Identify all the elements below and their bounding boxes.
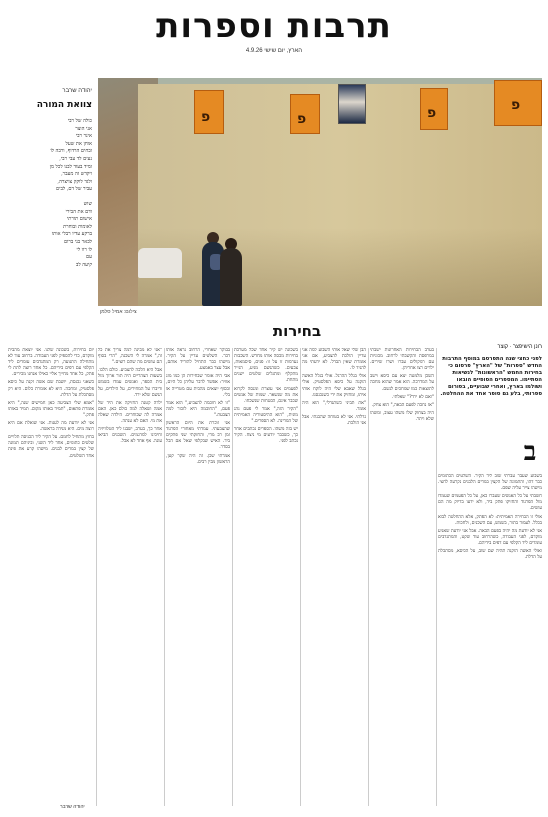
masthead [0,6,548,54]
article-paragraph: בשבוע שעבר עברתי שוב ליד הקיר. השלטים הכתומים כבר דהו, והתמונה של הקצין במדים הלבנים נקרעה לחצי. מישהו צייר עליה שפם. [438,474,542,492]
column-rule [232,348,233,806]
article-paragraph: השכן מלמטה יצא עם כיסא וישב על המדרכה. הוא אמר שהוא מחכה לתוצאות כמו שמחכים לגשם. [370,374,434,392]
column-rule [300,348,301,806]
article-column-3 [302,348,366,806]
article-paragraph: כשאני נכנסת, יושבת שם אשה זקנה על כיסא פלסטיק, ומחכה. היא לא אומרת כלום. היא רק מסתכלת על הדלת. [8,380,94,398]
article-paragraph: יש בזה משהו. הספרים נכתבים אחר כך, כשכבר יודעים מי ניצח. הקיר נכתב לפני. [234,427,298,445]
article-paragraph: אולי זו הבחירה האמיתית: לא הפתק, אלא ההחלטה לבוא בכלל. לעמוד בתור, בשמש, עם השכנים, ולחכות. [438,514,542,526]
poster-3: פ [420,88,448,130]
poem-author: יהודה שרבר [62,88,92,94]
article-paragraph: בבוקר שאחרי, הרחוב נראה אותו דבר. השלטים עדיין על הקיר. מישהו כבר התחיל להוריד אותם, אבל עצר באמצע. [166,348,230,372]
article-paragraph: הבן שלי שאל אותי השבוע למה אני עדיין הולכת להצביע, אם אני אומרת שאין הבדל. לא ידעתי מה להגיד לו. [302,348,366,372]
poem-line: שוש [83,200,92,207]
poem-line: אישום תורתי [67,216,92,223]
article-paragraph: "אמא שלי הצביעה כאן חמישים שנה," היא אומרת פתאום, "תמיד באותו מקום. תמיד באותו פתק." [8,400,94,418]
article-paragraph: גדלתי. אני לא בטוחה שהבנתי. אבל אני הולכת. [302,414,366,427]
column-rule [164,348,165,806]
stanza-break [8,194,92,201]
poem-line: אינר רבי [75,133,92,140]
article-paragraph: "את תביני כשתגדלי," הוא היה אומר. [302,400,366,412]
article-headline: בחירות [272,322,322,340]
poem-line: לבאר בני ברום [64,238,92,245]
article-column-7 [8,348,94,800]
poem-line: נעים לד עבי רבי, [59,155,92,162]
article-paragraph: לפעמים אני עוצרת ומנסה לקרוא את מה שנשאר. שמות של אנשים שכבר אינם, הבטחות שנשכחו. [234,386,298,404]
portrait-poster [338,84,366,124]
article-paragraph: "הקיר הזה," אמר לי פעם נהג מונית, "הוא ההיסטוריה האמיתית של המדינה. לא הספרים." [234,406,298,425]
photo-car [138,248,182,278]
article-column-5 [166,348,230,806]
article-paragraph: יום בחירות, בשכונה שלנו. אני יוצאת מהבית מוקדם, כדי להספיק לפני העבודה. ברחוב עוד לא מתחילה התנועה, רק המתנדבים עומדים ליד הקלפי עם דפים בידיהם. כל אחד רוצה לתת לי פתק, כל אחד מחייך אליי כאילו אנחנו מכירים. [8,348,94,378]
poem-line: אני הוצר [75,125,92,132]
poem-line: עם [86,254,92,261]
poster-1: פ [194,90,224,134]
drop-cap: ב [523,437,537,467]
column-rule [368,348,369,806]
article-paragraph: אבי היה אומר שבחירות הן כמו מזג אוויר: אפשר לדבר עליהן כל היום, ובסוף יוצאים מהבית עם מטרייה או בלי. [166,374,230,398]
poem-line: עביר של דם, לבים [56,186,92,193]
article-paragraph: אני לא יודעת מה יהיה בפעם הבאה. אבל אני יודעת שאגיע מוקדם, לפני העבודה, כשהרחוב עוד שקט, והמתנדבים עומדים ליד הקלפי עם דפים בידיהם. [438,528,542,546]
article-paragraph: ואולי האשה הזקנה תהיה שם שוב, על הכיסא, מסתכלת על הדלת. [438,549,542,561]
column-rule [96,348,97,806]
poster-4: פ [494,80,542,126]
article-column-4 [234,348,298,806]
article-paragraph: אבל היא הלכה להצביע. כולם הלכו. בשעות הצהריים היה תור ארוך מול בית הספר, ואנשים עמדו בשמש ודיברו על המחירים, על הילדים, על הגשם שלא ירד. [98,368,162,398]
article-paragraph: חשבתי על כל האנשים שעברו כאן, על כל הפעמים שעמדו מול הפרגוד והחזיקו פתק ביד, ולא ידעו בדיוק מה הם עושים. [438,494,542,512]
article-column-6 [98,348,162,806]
article-paragraph: היה בצחוק שלו משהו עצוב, ומשהו שלא ויתר. [370,410,434,422]
article-deck: לפני כחצי שנה התפרסם במוסף התרבות החדש "ספרות" של "הארץ" פרסום כי בחירות החמש "הראשונות" לנשיאות הסתיימו. המספרים הסופיים הובאו ושולמו בארץ, ואחרי שבועיים, בפורום ספרותי, בלע גם סופר אחד את ההחלטה. [440,356,542,397]
poem-lines [8,118,92,269]
article-paragraph: אני זוכרת את היום הראשון שהצבעתי. עמדתי מאחורי הפרגוד זמן רב מדי, והחזקתי שני פתקים ביד. האיש שבקלפי שאל אם הכל בסדר. [166,421,230,451]
article-paragraph: אני לא יודעת מה לענות. אני שואלת אם היא רוצה מים. היא מנידה בראשה. [8,421,94,433]
poem-line: כולה של רבי [67,118,92,124]
figure-2 [220,248,242,306]
article-paragraph: "זו לא חוכמה להצביע," הוא אמר פעם, "החוכמה היא לזכור למה הצבעת." [166,400,230,418]
article-paragraph: אמרתי שכן. זה היה שקר קטן, הראשון מבין רבים. [166,453,230,465]
article-paragraph: בערב הבחירות האחרונות ישבתי במרפסת והקשבתי לרחוב. מכוניות עם רמקולים עברו ושרו שירים. ילדים רצו אחריהן. [370,348,434,372]
article-paragraph: "ואם לא ירד?" שאלתי. [391,394,434,400]
article-column-1 [438,474,542,806]
main-photo [98,78,542,306]
poem-line: לאומות ובוחרת [63,223,92,230]
article-column-2 [370,348,434,806]
poem-line: ויקדש זה מעבר, [61,171,92,178]
article-paragraph: "אני לא מבינה למה צריך את כל זה," אמרה לי השכנה, "הרי בסוף הם עושים מה שהם רוצים." [98,348,162,366]
poster-2: פ [290,94,320,134]
article-end-credit: יהודה שרבר [60,804,85,810]
photo-caption: צילום: אמיל סלמן [100,309,137,315]
article-paragraph: בחוץ מתחיל לחמם. על הקיר ליד הכניסה תלויים שלטים כתומים, אחד ליד השני, וביניהם תמונה של קצין במדים לבנים. מישהו קרע את פינת אחד השלטים. [8,435,94,459]
article-byline: רונן הישיפצר · קוצר [497,344,542,350]
poem-title: צוואת המורה [36,100,92,110]
poem-block [8,88,92,269]
section-title: תרבות וספרות [156,6,392,46]
photo-shadow [138,228,542,306]
column-rule [436,348,437,806]
poem-line: ולגד לוקק צויצרה, [57,178,92,185]
poem-line: ברקע עדיו רבלי אותו [51,231,92,238]
article-paragraph: "אז נחכה לפעם הבאה," הוא צחק. [371,402,434,408]
poem-line: ומיד בעוד לבנו לכל מן [49,163,92,170]
poem-line: לו רוו לי [76,246,92,253]
article-paragraph: אולי בגלל ההרגל. אולי בגלל האשה הזקנה על כיסא הפלסטיק. אולי בגלל שאבא שלי היה לוקח אותי איתו, ומחזיק את ידי כשנכנסנו. [302,374,366,398]
article-paragraph: אחר כך, בערב, ישבנו ליד הטלוויזיה וחיכינו למדגמים. השכנים הביאו עוגה. אף אחד לא אכל. [98,427,162,445]
poem-line: אוחן את שעל [65,140,92,147]
article-paragraph: בשכונה יש קיר אחד שכל מערכת בחירות מכסה אותו מחדש. השכבות נערמות זו על זו: פנים, סיסמאות, צבעים. כשהגשם מגיע, הנייר מתקלף ומתגלים שלטים ישנים מתחת. [234,348,298,384]
dateline: הארץ, יום שישי 4.9.26 [245,48,303,54]
poem-line: קיעה לב [75,261,92,268]
article-paragraph: ילדה קטנה החזיקה את היד של אמה ושאלה למה כולם כאן. האם אמרה לה שבוחרים. הילדה שאלה את מי. האם לא ענתה. [98,400,162,425]
poem-line: ודם את הבירי [65,208,92,215]
poem-line: ובחים הרדוף, ורבה לו [50,148,92,155]
